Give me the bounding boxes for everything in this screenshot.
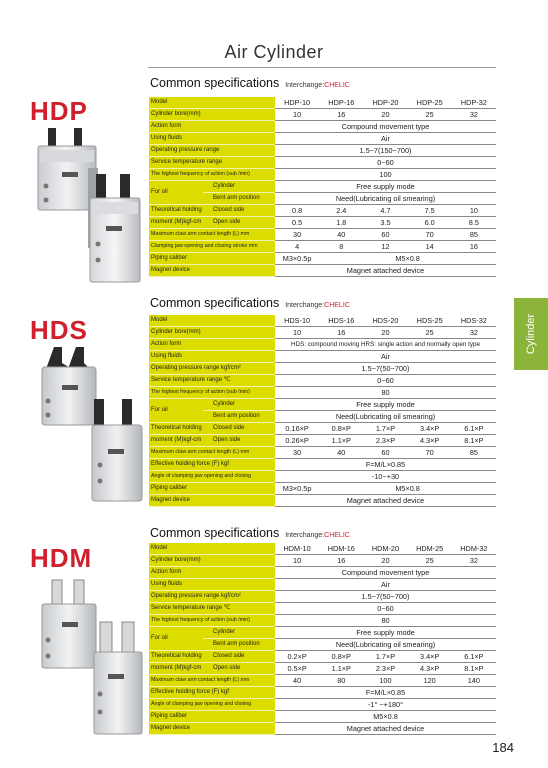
bore-2: 16: [319, 555, 363, 567]
label-freq: The highest frequency of action (sub /min): [149, 615, 275, 627]
model-5: HDM-32: [452, 543, 496, 555]
label-moment-b: moment (M)kgf-cm: [149, 663, 203, 675]
interchange-prefix: Interchange:: [285, 532, 325, 539]
product-photo-hds: [36, 345, 148, 505]
label-oil: For oil: [149, 399, 203, 423]
model-4: HDM-25: [408, 543, 452, 555]
open-3: 2.3×P: [363, 435, 407, 447]
claw-3: 100: [363, 675, 407, 687]
claw-2: 40: [319, 229, 363, 241]
heading-text: Common specifications: [150, 296, 280, 310]
row-magnet: [149, 495, 496, 507]
label-pressure: Operating pressure range kgf/cm²: [149, 363, 275, 375]
row-piping: [149, 711, 496, 723]
stroke-4: 14: [408, 241, 452, 253]
value-oil-cylinder: Free supply mode: [275, 181, 496, 193]
label-temp: Service temperature range ℃: [149, 375, 275, 387]
bore-5: 32: [452, 327, 496, 339]
piping-b: M5×0.8: [319, 483, 496, 495]
row-fluids: [149, 133, 496, 145]
claw-3: 60: [363, 229, 407, 241]
row-claw: [149, 447, 496, 459]
page-title: Air Cylinder: [224, 42, 324, 62]
label-claw: Maximum claw arm contact length (L) mm: [149, 675, 275, 687]
row-fluids: [149, 351, 496, 363]
interchange-prefix: Interchange:: [285, 82, 325, 89]
closed-4: 3.4×P: [408, 423, 452, 435]
label-angle: Angle of clamping jaw opening and closing: [149, 471, 275, 483]
row-magnet: [149, 723, 496, 735]
bore-1: 10: [275, 555, 319, 567]
model-2: HDP-16: [319, 97, 363, 109]
spec-table-hds: [149, 315, 496, 507]
row-freq: [149, 615, 496, 627]
open-5: 8.1×P: [452, 663, 496, 675]
label-fluids: Using fluids: [149, 133, 275, 145]
label-oil: For oil: [149, 627, 203, 651]
row-oil-cylinder: [149, 627, 496, 639]
model-4: HDS-25: [408, 315, 452, 327]
value-fluids: Air: [275, 351, 496, 363]
label-action: Action form: [149, 339, 275, 351]
label-model: Model: [149, 315, 275, 327]
value-fluids: Air: [275, 579, 496, 591]
label-oil-arm: Bent arm position: [203, 411, 275, 423]
label-pressure: Operating pressure range kgf/cm²: [149, 591, 275, 603]
row-piping: [149, 253, 496, 265]
series-code: HDP: [30, 96, 88, 126]
claw-4: 70: [408, 229, 452, 241]
label-moment-b: moment (M)kgf-cm: [149, 435, 203, 447]
row-stroke: [149, 241, 496, 253]
label-piping: Piping caliber: [149, 483, 275, 495]
label-oil-arm: Bent arm position: [203, 193, 275, 205]
model-4: HDP-25: [408, 97, 452, 109]
value-oil-arm: Need(Lubricating oil smearing): [275, 639, 496, 651]
claw-4: 120: [408, 675, 452, 687]
open-2: 1.1×P: [319, 435, 363, 447]
model-2: HDM-16: [319, 543, 363, 555]
interchange-label: [285, 302, 350, 309]
value-oil-arm: Need(Lubricating oil smearing): [275, 411, 496, 423]
closed-5: 6.1×P: [452, 423, 496, 435]
value-freq: 80: [275, 387, 496, 399]
label-oil-cylinder: Cylinder: [203, 627, 275, 639]
label-oil: For oil: [149, 181, 203, 205]
closed-5: 10: [452, 205, 496, 217]
model-5: HDS-32: [452, 315, 496, 327]
closed-1: 0.8: [275, 205, 319, 217]
claw-2: 40: [319, 447, 363, 459]
row-bore: [149, 555, 496, 567]
closed-4: 3.4×P: [408, 651, 452, 663]
row-force: [149, 459, 496, 471]
section-heading: [150, 526, 350, 540]
bore-5: 32: [452, 109, 496, 121]
stroke-3: 12: [363, 241, 407, 253]
row-temp: [149, 603, 496, 615]
open-4: 4.3×P: [408, 663, 452, 675]
claw-4: 70: [408, 447, 452, 459]
side-tab-label: Cylinder: [525, 313, 537, 355]
bore-4: 25: [408, 555, 452, 567]
row-open: [149, 663, 496, 675]
piping-a: M3×0.5p: [275, 253, 319, 265]
title-rule: [148, 67, 496, 68]
row-action: [149, 339, 496, 351]
spec-table-hdm: [149, 543, 496, 735]
bore-1: 10: [275, 327, 319, 339]
model-1: HDP-10: [275, 97, 319, 109]
closed-2: 2.4: [319, 205, 363, 217]
model-3: HDM-20: [363, 543, 407, 555]
label-moment-a: Theoretical holding: [149, 651, 203, 663]
value-magnet: Magnet attached device: [275, 723, 496, 735]
section-heading: [150, 76, 350, 90]
label-oil-arm: Bent arm position: [203, 639, 275, 651]
label-stroke: Clamping jaw opening and closing stroke mm: [149, 241, 275, 253]
piping-a: M3×0.5p: [275, 483, 319, 495]
row-piping: [149, 483, 496, 495]
bore-5: 32: [452, 555, 496, 567]
bore-4: 25: [408, 109, 452, 121]
row-model: [149, 97, 496, 109]
row-temp: [149, 157, 496, 169]
row-open: [149, 435, 496, 447]
label-bore: Cylinder bore(mm): [149, 555, 275, 567]
bore-4: 25: [408, 327, 452, 339]
label-open: Open side: [203, 435, 275, 447]
row-claw: [149, 229, 496, 241]
closed-3: 1.7×P: [363, 651, 407, 663]
label-angle: Angle of clamping jaw opening and closing: [149, 699, 275, 711]
label-fluids: Using fluids: [149, 351, 275, 363]
model-3: HDP-20: [363, 97, 407, 109]
stroke-1: 4: [275, 241, 319, 253]
interchange-label: [285, 82, 350, 89]
label-oil-cylinder: Cylinder: [203, 399, 275, 411]
interchange-brand: CHELIC: [324, 532, 350, 539]
value-force: F=M/L×0.85: [275, 459, 496, 471]
bore-1: 10: [275, 109, 319, 121]
label-temp: Service temperature range ℃: [149, 603, 275, 615]
interchange-brand: CHELIC: [324, 82, 350, 89]
row-closed: [149, 651, 496, 663]
closed-3: 1.7×P: [363, 423, 407, 435]
claw-5: 85: [452, 229, 496, 241]
closed-2: 0.8×P: [319, 423, 363, 435]
row-oil-cylinder: [149, 399, 496, 411]
row-claw: [149, 675, 496, 687]
label-claw: Maximum claw arm contact length (L) mm: [149, 447, 275, 459]
value-pressure: 1.5~7(150~700): [275, 145, 496, 157]
label-force: Effective holding force (F) kgf: [149, 459, 275, 471]
interchange-prefix: Interchange:: [285, 302, 325, 309]
row-bore: [149, 327, 496, 339]
row-pressure: [149, 591, 496, 603]
stroke-2: 8: [319, 241, 363, 253]
row-model: [149, 543, 496, 555]
label-open: Open side: [203, 217, 275, 229]
row-closed: [149, 423, 496, 435]
row-angle: [149, 699, 496, 711]
value-angle: -10~+30: [275, 471, 496, 483]
label-piping: Piping caliber: [149, 253, 275, 265]
row-pressure: [149, 145, 496, 157]
claw-5: 85: [452, 447, 496, 459]
value-freq: 80: [275, 615, 496, 627]
page-number: 184: [492, 740, 514, 755]
row-action: [149, 567, 496, 579]
label-force: Effective holding force (F) kgf: [149, 687, 275, 699]
value-oil-arm: Need(Lubricating oil smearing): [275, 193, 496, 205]
claw-3: 60: [363, 447, 407, 459]
open-1: 0.26×P: [275, 435, 319, 447]
value-pressure: 1.5~7(50~700): [275, 363, 496, 375]
open-5: 8.1×P: [452, 435, 496, 447]
value-temp: 0~60: [275, 157, 496, 169]
model-3: HDS-20: [363, 315, 407, 327]
open-1: 0.5×P: [275, 663, 319, 675]
value-fluids: Air: [275, 133, 496, 145]
value-action: HDS: compound moving HRS: single action and normally open type: [275, 339, 496, 351]
label-oil-cylinder: Cylinder: [203, 181, 275, 193]
open-5: 8.5: [452, 217, 496, 229]
claw-5: 140: [452, 675, 496, 687]
label-closed: Closed side: [203, 423, 275, 435]
bore-3: 20: [363, 109, 407, 121]
row-fluids: [149, 579, 496, 591]
label-magnet: Magnet device: [149, 723, 275, 735]
label-model: Model: [149, 97, 275, 109]
heading-text: Common specifications: [150, 526, 280, 540]
label-fluids: Using fluids: [149, 579, 275, 591]
claw-1: 30: [275, 229, 319, 241]
label-bore: Cylinder bore(mm): [149, 109, 275, 121]
piping-b: M5×0.8: [319, 253, 496, 265]
row-pressure: [149, 363, 496, 375]
bore-2: 16: [319, 327, 363, 339]
value-freq: 100: [275, 169, 496, 181]
label-closed: Closed side: [203, 205, 275, 217]
row-temp: [149, 375, 496, 387]
interchange-label: [285, 532, 350, 539]
value-pressure: 1.5~7(50~700): [275, 591, 496, 603]
claw-2: 80: [319, 675, 363, 687]
label-freq: The highest frequency of action (sub /min): [149, 169, 275, 181]
claw-1: 40: [275, 675, 319, 687]
section-heading: [150, 296, 350, 310]
label-freq: The highest frequency of action (sub /min): [149, 387, 275, 399]
label-claw: Maximum claw arm contact length (L) mm: [149, 229, 275, 241]
label-moment-a: Theoretical holding: [149, 423, 203, 435]
closed-4: 7.5: [408, 205, 452, 217]
value-magnet: Magnet attached device: [275, 265, 496, 277]
open-3: 2.3×P: [363, 663, 407, 675]
value-angle: -1° ~+180°: [275, 699, 496, 711]
value-action: Compound movement type: [275, 567, 496, 579]
row-open: [149, 217, 496, 229]
row-closed: [149, 205, 496, 217]
label-closed: Closed side: [203, 651, 275, 663]
row-bore: [149, 109, 496, 121]
label-temp: Service temperature range: [149, 157, 275, 169]
label-action: Action form: [149, 567, 275, 579]
series-code: HDS: [30, 315, 88, 345]
closed-5: 6.1×P: [452, 651, 496, 663]
row-force: [149, 687, 496, 699]
value-oil-cylinder: Free supply mode: [275, 627, 496, 639]
value-piping: M5×0.8: [275, 711, 496, 723]
value-action: Compound movement type: [275, 121, 496, 133]
interchange-brand: CHELIC: [324, 302, 350, 309]
row-magnet: [149, 265, 496, 277]
open-2: 1.8: [319, 217, 363, 229]
label-magnet: Magnet device: [149, 265, 275, 277]
label-bore: Cylinder bore(mm): [149, 327, 275, 339]
value-temp: 0~60: [275, 375, 496, 387]
row-freq: [149, 387, 496, 399]
label-model: Model: [149, 543, 275, 555]
open-4: 6.0: [408, 217, 452, 229]
value-force: F=M/L×0.85: [275, 687, 496, 699]
value-magnet: Magnet attached device: [275, 495, 496, 507]
heading-text: Common specifications: [150, 76, 280, 90]
closed-1: 0.2×P: [275, 651, 319, 663]
row-oil-cylinder: [149, 181, 496, 193]
series-code: HDM: [30, 543, 93, 573]
label-action: Action form: [149, 121, 275, 133]
open-1: 0.5: [275, 217, 319, 229]
closed-3: 4.7: [363, 205, 407, 217]
closed-1: 0.16×P: [275, 423, 319, 435]
bore-2: 16: [319, 109, 363, 121]
label-moment-a: Theoretical holding: [149, 205, 203, 217]
claw-1: 30: [275, 447, 319, 459]
row-freq: [149, 169, 496, 181]
side-tab-cylinder: [514, 298, 548, 370]
open-4: 4.3×P: [408, 435, 452, 447]
label-moment-b: moment (M)kgf-cm: [149, 217, 203, 229]
label-magnet: Magnet device: [149, 495, 275, 507]
bore-3: 20: [363, 327, 407, 339]
bore-3: 20: [363, 555, 407, 567]
row-model: [149, 315, 496, 327]
label-open: Open side: [203, 663, 275, 675]
row-action: [149, 121, 496, 133]
product-photo-hdp: [34, 126, 146, 286]
value-temp: 0~60: [275, 603, 496, 615]
open-3: 3.5: [363, 217, 407, 229]
model-2: HDS-16: [319, 315, 363, 327]
model-5: HDP-32: [452, 97, 496, 109]
label-piping: Piping caliber: [149, 711, 275, 723]
product-photo-hdm: [36, 578, 148, 738]
row-angle: [149, 471, 496, 483]
stroke-5: 16: [452, 241, 496, 253]
closed-2: 0.8×P: [319, 651, 363, 663]
open-2: 1.1×P: [319, 663, 363, 675]
label-pressure: Operating pressure range: [149, 145, 275, 157]
value-oil-cylinder: Free supply mode: [275, 399, 496, 411]
spec-table-hdp: [149, 97, 496, 277]
model-1: HDM-10: [275, 543, 319, 555]
model-1: HDS-10: [275, 315, 319, 327]
